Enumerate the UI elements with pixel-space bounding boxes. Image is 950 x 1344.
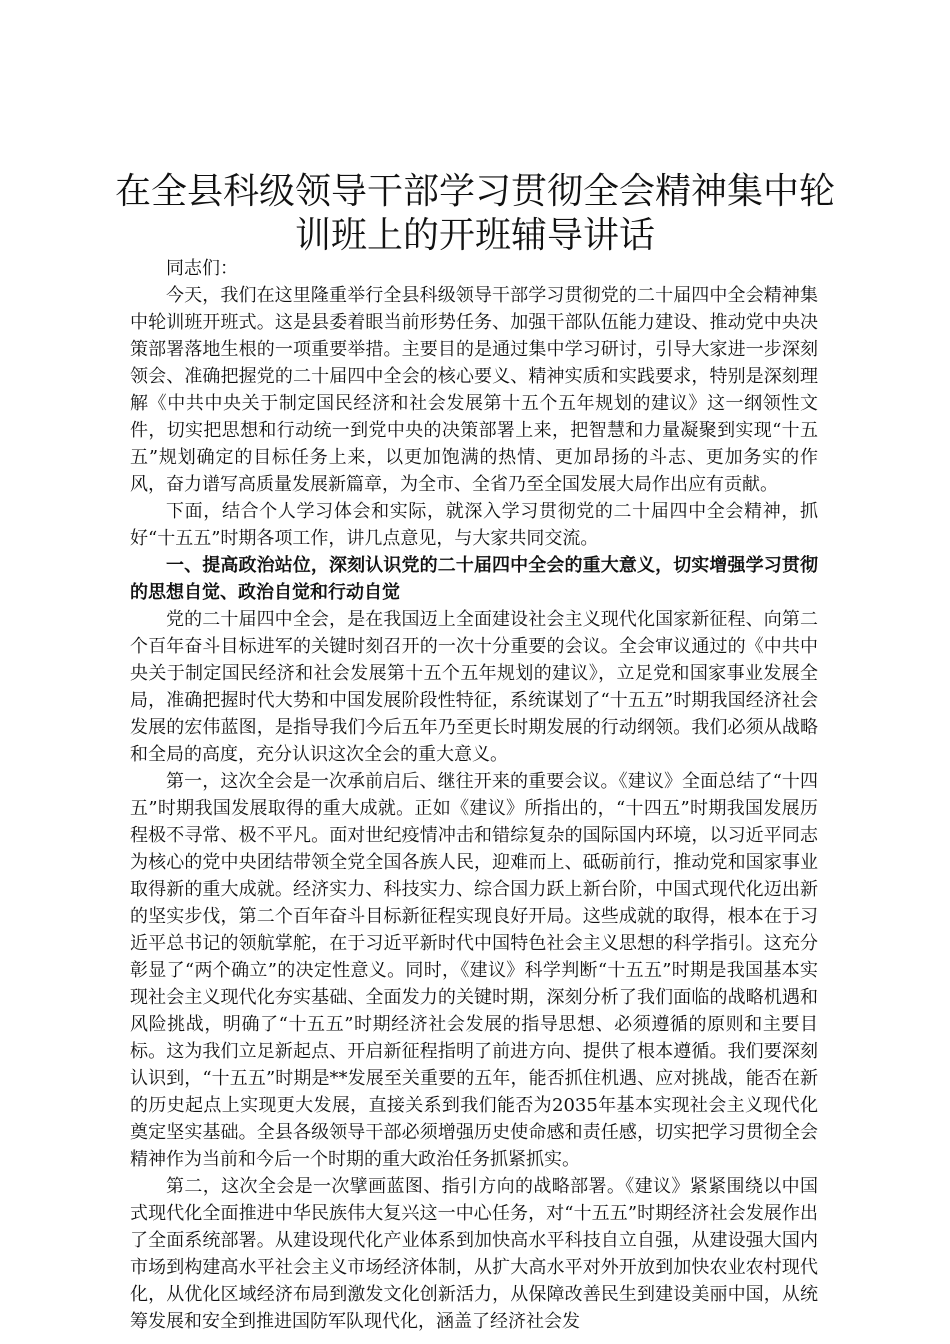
body-paragraph: 党的二十届四中全会，是在我国迈上全面建设社会主义现代化国家新征程、向第二个百年奋斗目标进军的关键时刻召开的一次十分重要的会议。全会审议通过的《中共中央关于制定国民经济和社会发展第十五个五年规划的建议》，立足党和国家事业发展全局，准确把握时代大势和中国发展阶段性特征，系统谋划了“十五五”时期我国经济社会发展的宏伟蓝图，是指导我们今后五年乃至更长时期发展的行动纲领。我们必须从战略和全局的高度，充分认识这次全会的重大意义。 — [130, 609, 818, 765]
document-title: 在全县科级领导干部学习贯彻全会精神集中轮训班上的开班辅导讲话 — [114, 171, 835, 256]
body-paragraph: 下面，结合个人学习体会和实际，就深入学习贯彻党的二十届四中全会精神，抓好“十五五”时期各项工作，讲几点意见，与大家共同交流。 — [130, 501, 818, 549]
salutation: 同志们： — [166, 258, 238, 279]
section-heading: 一、提高政治站位，深刻认识党的二十届四中全会的重大意义，切实增强学习贯彻的思想自觉、政治自觉和行动自觉 — [130, 555, 818, 603]
body-paragraph: 第一，这次全会是一次承前启后、继往开来的重要会议。《建议》全面总结了“十四五”时期我国发展取得的重大成就。正如《建议》所指出的，“十四五”时期我国发展历程极不寻常、极不平凡。面对世纪疫情冲击和错综复杂的国际国内环境，以习近平同志为核心的党中央团结带领全党全国各族人民，迎难而上、砥砺前行，推动党和国家事业取得新的重大成就。经济实力、科技实力、综合国力跃上新台阶，中国式现代化迈出新的坚实步伐，第二个百年奋斗目标新征程实现良好开局。这些成就的取得，根本在于习近平总书记的领航掌舵，在于习近平新时代中国特色社会主义思想的科学指引。这充分彰显了“两个确立”的决定性意义。同时，《建议》科学判断“十五五”时期是我国基本实现社会主义现代化夯实基础、全面发力的关键时期，深刻分析了我们面临的战略机遇和风险挑战，明确了“十五五”时期经济社会发展的指导思想、必须遵循的原则和主要目标。这为我们立足新起点、开启新征程指明了前进方向、提供了根本遵循。我们要深刻认识到，“十五五”时期是**发展至关重要的五年，能否抓住机遇、应对挑战，能否在新的历史起点上实现更大发展，直接关系到我们能否为2035年基本实现社会主义现代化奠定坚实基础。全县各级领导干部必须增强历史使命感和责任感，切实把学习贯彻全会精神作为当前和今后一个时期的重大政治任务抓紧抓实。 — [130, 771, 818, 1170]
document-body — [130, 255, 818, 1335]
body-paragraph: 第二，这次全会是一次擘画蓝图、指引方向的战略部署。《建议》紧紧围绕以中国式现代化全面推进中华民族伟大复兴这一中心任务，对“十五五”时期经济社会发展作出了全面系统部署。从建设现代化产业体系到加快高水平科技自立自强，从建设强大国内市场到构建高水平社会主义市场经济体制，从扩大高水平对外开放到加快农业农村现代化，从优化区域经济布局到激发文化创新活力，从保障改善民生到建设美丽中国，从统筹发展和安全到推进国防军队现代化，涵盖了经济社会发 — [130, 1176, 818, 1332]
body-paragraph: 今天，我们在这里隆重举行全县科级领导干部学习贯彻党的二十届四中全会精神集中轮训班开班式。这是县委着眼当前形势任务、加强干部队伍能力建设、推动党中央决策部署落地生根的一项重要举措。主要目的是通过集中学习研讨，引导大家进一步深刻领会、准确把握党的二十届四中全会的核心要义、精神实质和实践要求，特别是深刻理解《中共中央关于制定国民经济和社会发展第十五个五年规划的建议》这一纲领性文件，切实把思想和行动统一到党中央的决策部署上来，把智慧和力量凝聚到实现“十五五”规划确定的目标任务上来，以更加饱满的热情、更加昂扬的斗志、更加务实的作风，奋力谱写高质量发展新篇章，为全市、全省乃至全国发展大局作出应有贡献。 — [130, 285, 818, 495]
